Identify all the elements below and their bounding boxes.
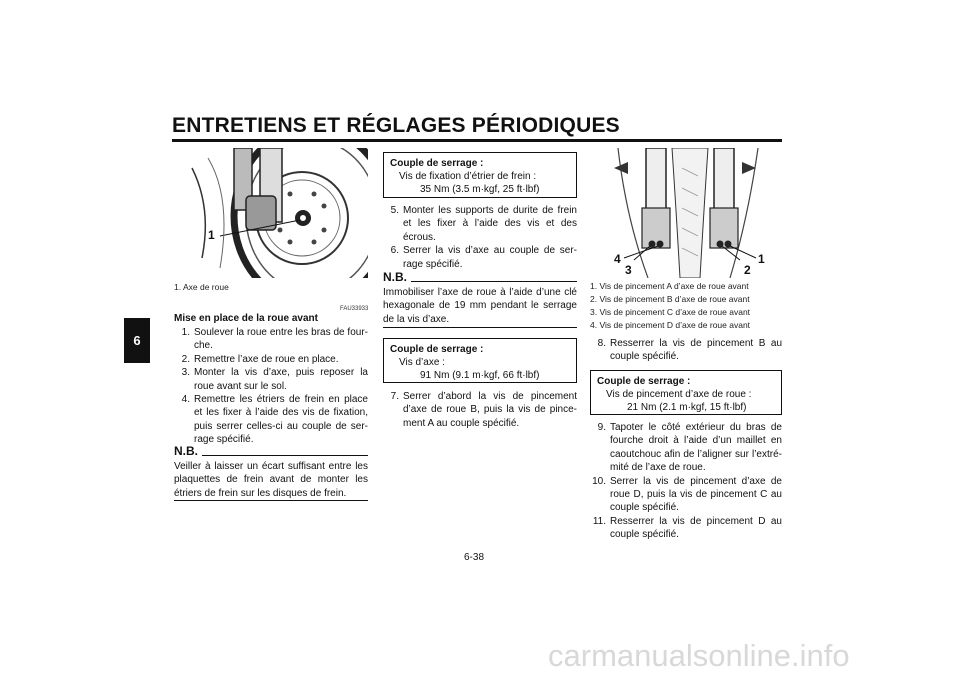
fork-pinch-bolts-figure <box>588 148 782 278</box>
page-title: ENTRETIENS ET RÉGLAGES PÉRIODIQUES <box>172 114 620 137</box>
callout-1: 1 <box>208 228 215 242</box>
nb-text: Veiller à laisser un écart suffisant entre les plaquettes de frein avant de monter les étriers de frein sur les disques de frein. <box>174 461 368 499</box>
list-item: 4. Remettre les étriers de frein en place et les fixer à l’aide des vis de fixation, puis serrer celles-ci au couple de ser-rage spécifié. <box>181 394 368 446</box>
reference-code: FAU33933 <box>340 306 369 312</box>
callout-4: 4 <box>614 252 621 266</box>
watermark: carmanualsonline.info <box>548 638 850 673</box>
list-item: 11. Resserrer la vis de pincement D au couple spécifié. <box>592 515 782 541</box>
list-item: 2. Remettre l’axe de roue en place. <box>181 353 339 365</box>
list-item: 7. Serrer d’abord la vis de pincement d’axe de roue B, puis la vis de pince-ment A au couple spécifié. <box>390 391 577 429</box>
list-item: 8. Resserrer la vis de pincement B au couple spécifié. <box>597 338 782 363</box>
col2-steps-b <box>383 390 577 430</box>
caption-line: 3. Vis de pincement C d’axe de roue avant <box>590 307 751 317</box>
figure2-captions <box>590 280 784 332</box>
caption-line: 4. Vis de pincement D d’axe de roue avant <box>590 320 751 330</box>
nb-end-rule <box>174 500 368 501</box>
col3-steps <box>590 337 782 364</box>
torque-box: Couple de serrage : Vis d’axe : 91 Nm (9.1 m·kgf, 66 ft·lbf) <box>383 338 577 383</box>
list-item: 1. Soulever la roue entre les bras de four-che. <box>181 327 368 352</box>
callout-2: 2 <box>744 263 751 277</box>
list-item: 3. Monter la vis d’axe, puis reposer la roue avant sur le sol. <box>181 367 368 392</box>
nb-heading: N.B. <box>383 270 577 284</box>
nb-heading: N.B. <box>174 444 368 458</box>
caption-line: 1. Vis de pincement A d’axe de roue avant <box>590 281 749 291</box>
list-item: 9. Tapoter le côté extérieur du bras de fourche droit à l’aide d’un maillet en caoutchouc afin de l’aligner sur l’extré-mité de l’axe de roue. <box>597 422 782 474</box>
chapter-tab: 6 <box>124 318 150 363</box>
nb-end-rule <box>383 327 577 328</box>
callout-1: 1 <box>758 252 765 266</box>
caption-line: 2. Vis de pincement B d’axe de roue avant <box>590 294 750 304</box>
list-item: 6. Serrer la vis d’axe au couple de ser-rage spécifié. <box>390 245 577 270</box>
callout-3: 3 <box>625 263 632 277</box>
col2-steps <box>383 204 577 271</box>
col1-steps <box>174 326 368 447</box>
front-wheel-illustration <box>172 148 368 278</box>
figure1-caption: 1. Axe de roue <box>174 282 229 292</box>
col3-steps-b <box>590 421 782 542</box>
torque-box: Couple de serrage : Vis de fixation d’étrier de frein : 35 Nm (3.5 m·kgf, 25 ft·lbf) <box>383 152 577 198</box>
nb-text: Immobiliser l’axe de roue à l’aide d’une clé hexagonale de 19 mm pendant le serrage de la vis d’axe. <box>383 287 577 325</box>
list-item: 5. Monter les supports de durite de frein et les fixer à l’aide des vis et des écrous. <box>390 205 577 243</box>
torque-box: Couple de serrage : Vis de pincement d’axe de roue : 21 Nm (2.1 m·kgf, 15 ft·lbf) <box>590 370 782 415</box>
section-heading: Mise en place de la roue avant <box>174 313 318 324</box>
page-number: 6-38 <box>464 552 485 563</box>
front-wheel-figure <box>172 148 368 278</box>
title-rule <box>172 139 782 142</box>
list-item: 10. Serrer la vis de pincement d’axe de roue D, puis la vis de pincement C au couple spécifié. <box>592 475 782 514</box>
